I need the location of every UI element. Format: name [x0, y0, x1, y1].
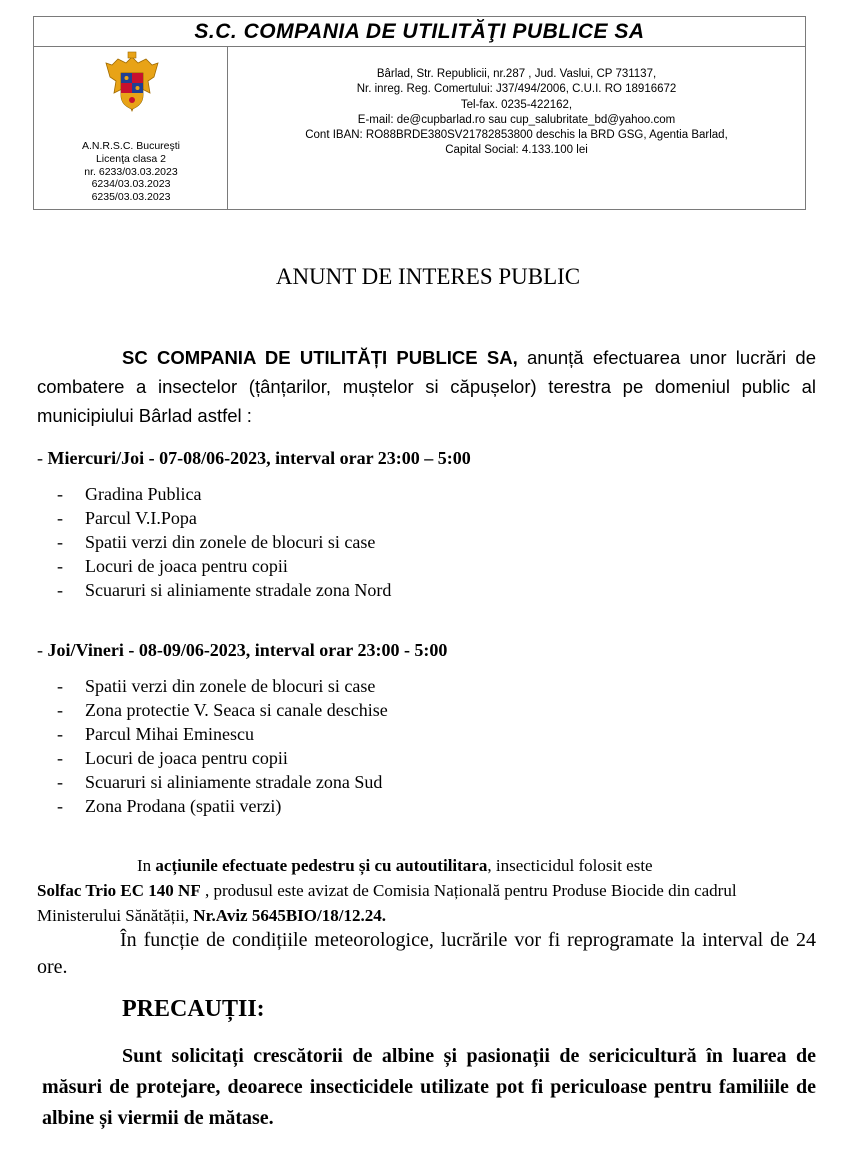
notice-title: ANUNT DE INTERES PUBLIC: [275, 264, 581, 289]
intro-company: SC COMPANIA DE UTILITĂȚI PUBLICE SA,: [122, 347, 518, 368]
precautions-text: Sunt solicitați crescătorii de albine și pasionații de sericicultură în luarea de măsuri de protejare, deoarece insecticidele utilizate pot fi periculoase pentru familiile de albine și viermii de mătase.: [42, 1045, 816, 1129]
list-item: - Spatii verzi din zonele de blocuri si case: [57, 676, 376, 696]
schedule-day-1-list: [57, 482, 391, 602]
product-name: Solfac Trio EC 140 NF: [37, 881, 201, 900]
insecticide-paragraph: In acțiunile efectuate pedestru și cu autoutilitara, insecticidul folosit este Solfac Trio EC 140 NF , produsul este avizat de Comisia Națională pentru Produse Biocide din cadrul Ministerului Sănătății, Nr.Aviz 5645BIO/18/12.24.: [37, 856, 737, 925]
company-title: S.C. COMPANIA DE UTILITĂŢI PUBLICE SA: [34, 17, 805, 47]
list-item: - Gradina Publica: [57, 484, 202, 504]
license-info: A.N.R.S.C. Bucureşti Licenţa clasa 2 nr. 6233/03.03.2023 6234/03.03.2023 6235/03.03.2023: [81, 140, 181, 204]
reschedule-paragraph: În funcție de condițiile meteorologice, lucrările vor fi reprogramate la interval de 24 ore.: [37, 929, 816, 978]
company-address: Bârlad, Str. Republicii, nr.287 , Jud. Vaslui, CP 731137, Nr. inreg. Reg. Comertului: J37/494/2006, C.U.I. RO 18916672 Tel-fax. 0235-422162, E-mail: de@cupbarlad.ro sau cup_salubritate_bd@yahoo.com Cont IBAN: RO88BRDE380SV21782853800 deschis la BRD GSG, Agentia Barlad, Capital Social: 4.133.100 lei: [305, 68, 728, 157]
list-item: - Parcul V.I.Popa: [57, 508, 197, 528]
list-item: - Parcul Mihai Eminescu: [57, 724, 254, 744]
schedule-day-2-title: - Joi/Vineri - 08-09/06-2023, interval orar 23:00 - 5:00: [37, 640, 448, 660]
letterhead-right-cell: [228, 47, 805, 209]
list-item: - Locuri de joaca pentru copii: [57, 556, 288, 576]
list-item: - Zona Prodana (spatii verzi): [57, 796, 282, 816]
letterhead: [33, 16, 806, 210]
list-item: - Spatii verzi din zonele de blocuri si case: [57, 532, 376, 552]
list-item: - Zona protectie V. Seaca si canale deschise: [57, 700, 388, 720]
letterhead-left-cell: [34, 47, 228, 209]
approval-number: Nr.Aviz 5645BIO/18/12.24.: [193, 906, 386, 925]
list-item: - Locuri de joaca pentru copii: [57, 748, 288, 768]
list-item: - Scuaruri si aliniamente stradale zona Sud: [57, 772, 383, 792]
intro-paragraph: [37, 343, 816, 430]
intro-text: anunță efectuarea unor lucrări de combatere a insectelor (țânțarilor, muștelor si căpușelor) terestra pe domeniul public al municipiului Bârlad astfel :: [37, 347, 817, 426]
romania-coat-of-arms-icon: [104, 51, 160, 121]
schedule-day-2-list: [57, 674, 388, 818]
precautions-title: PRECAUȚII:: [122, 996, 265, 1022]
schedule-day-1-title: - Miercuri/Joi - 07-08/06-2023, interval orar 23:00 – 5:00: [37, 448, 471, 468]
list-item: - Scuaruri si aliniamente stradale zona Nord: [57, 580, 392, 600]
